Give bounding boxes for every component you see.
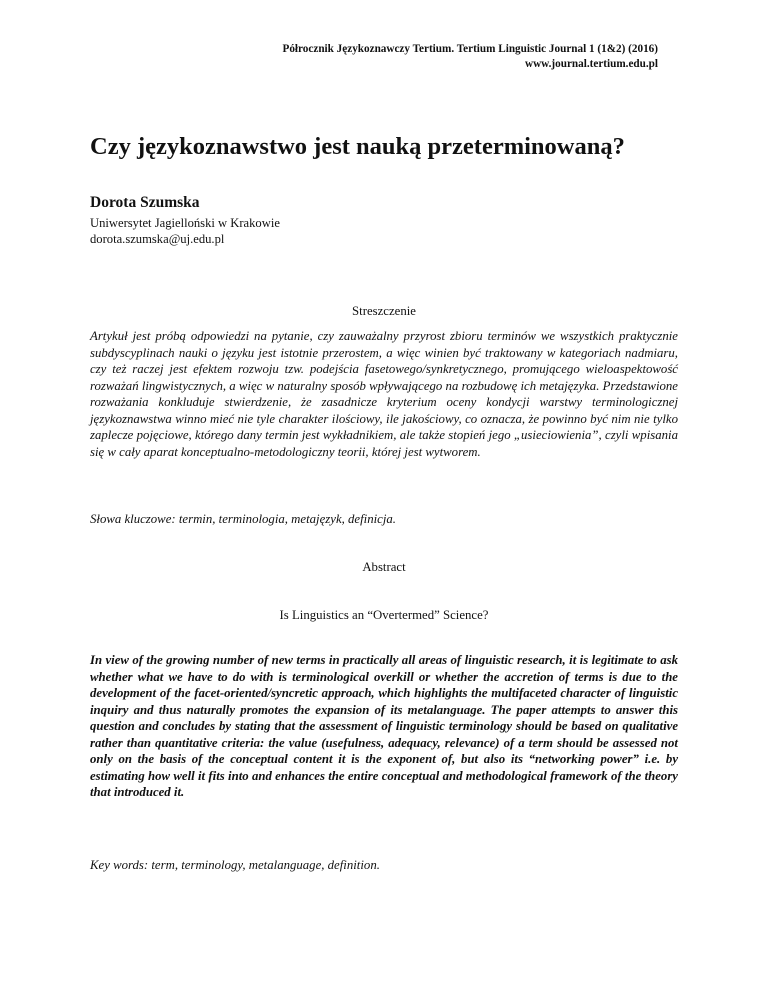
- journal-citation: Półrocznik Językoznawczy Tertium. Tertium Linguistic Journal 1 (1&2) (2016): [282, 43, 658, 55]
- abstract-heading: Abstract: [362, 560, 406, 574]
- journal-url[interactable]: www.journal.tertium.edu.pl: [524, 58, 658, 70]
- author-block: [90, 193, 280, 247]
- running-header: [283, 42, 659, 72]
- article-title: Czy językoznawstwo jest nauką przeterminowaną?: [90, 133, 625, 160]
- polish-keywords: Słowa kluczowe: termin, terminologia, metajęzyk, definicja.: [90, 512, 397, 526]
- author-name: Dorota Szumska: [90, 194, 200, 211]
- author-affiliation: Uniwersytet Jagielloński w Krakowie: [90, 216, 280, 230]
- streszczenie-text: Artykuł jest próbą odpowiedzi na pytanie, czy zauważalny przyrost zbioru terminów we wszystkich praktycznie subdyscyplinach nauki o języku jest istotnie przerostem, a więc winien być traktowany w kategoriach nadmiaru, czy też raczej jest efektem rozwoju tzw. podejścia fasetowego/synkretycznego, promującego wieloaspektowość rozważań lingwistycznych, a więc w naturalny sposób wpływającego na rozbudowę ich metajęzyka. Przedstawione rozważania konkluduje stwierdzenie, że zasadnicze kryterium oceny kondycji warstwy terminologicznej językoznawstwa winno mieć nie tyle charakter ilościowy, ile jakościowy, co oznacza, że powinno być nim nie tylko zaplecze pojęciowe, którego dany termin jest wykładnikiem, ale także stopień jego „usieciowienia”, czyli wpisania się w cały aparat konceptualno-metodologiczny teorii, której jest wytworem.: [90, 329, 678, 459]
- abstract-text: In view of the growing number of new terms in practically all areas of linguistic research, it is legitimate to ask whether what we have to do with is terminological overkill or whether the accretion of terms is due to the development of the facet-oriented/syncretic approach, which highlights the multifaceted character of linguistic inquiry and thus naturally promotes the expansion of its metalanguage. The paper attempts to answer this question and concludes by stating that the assessment of linguistic terminology should be based on qualitative rather than quantitative criteria: the value (usefulness, adequacy, relevance) of a term should be assessed not only on the basis of the conceptual content it is the exponent of, but also its “networking power” i.e. by estimating how well it fits into and enhances the entire conceptual and methodological framework of the theory that introduced it.: [90, 653, 678, 799]
- english-keywords: Key words: term, terminology, metalanguage, definition.: [90, 858, 380, 872]
- english-title: Is Linguistics an “Overtermed” Science?: [279, 608, 489, 622]
- streszczenie-heading: Streszczenie: [352, 304, 416, 318]
- author-email[interactable]: dorota.szumska@uj.edu.pl: [90, 232, 225, 246]
